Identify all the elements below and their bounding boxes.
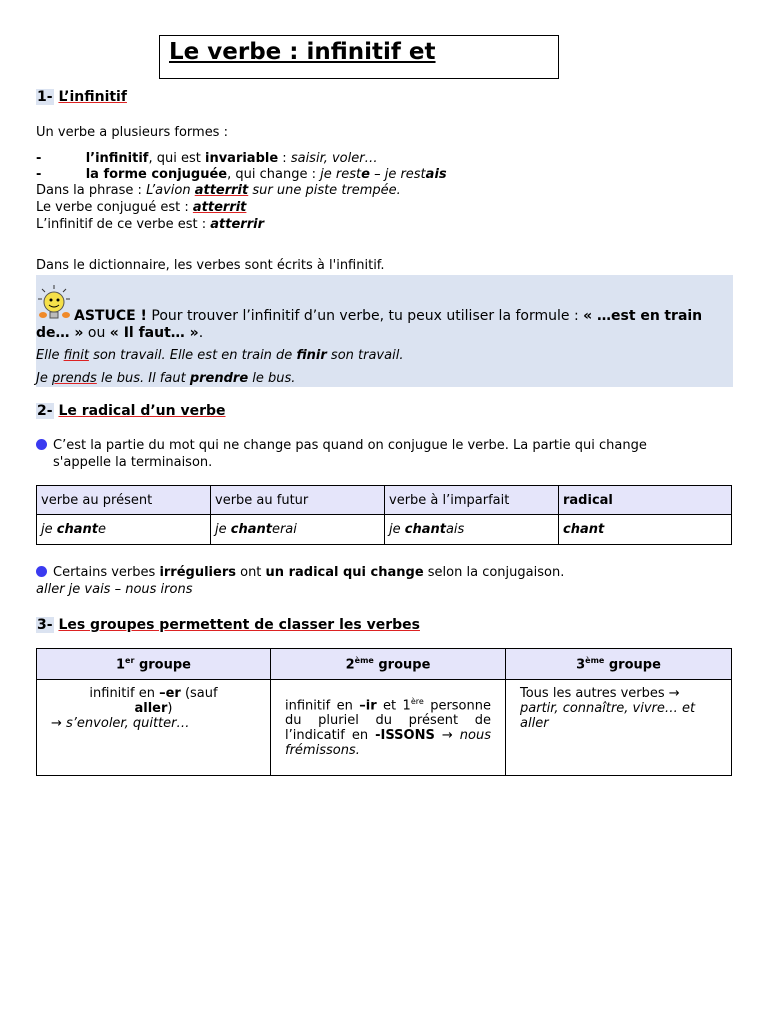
table-header: verbe au futur — [211, 486, 385, 515]
page-title: Le verbe : infinitif et — [169, 39, 436, 65]
table-header: radical — [559, 486, 732, 515]
text: , qui est — [148, 151, 205, 166]
bullet-dot-icon — [36, 566, 47, 577]
bold-term: la forme conjuguée — [85, 167, 228, 182]
table-header-row — [37, 649, 732, 680]
example-ending: ais — [425, 167, 447, 182]
bullet-dot-icon — [36, 439, 47, 450]
section2-title: Le radical d’un verbe — [58, 403, 226, 419]
text: , qui change : — [227, 167, 321, 182]
section2-number: 2- — [37, 403, 53, 419]
inf-line — [36, 217, 264, 232]
intro-text: Un verbe a plusieurs formes : — [36, 125, 228, 140]
text: son travail. — [326, 348, 404, 363]
irregular-example — [36, 582, 192, 597]
bold-term: un radical qui change — [265, 565, 424, 580]
dash: - — [36, 151, 42, 166]
example: saisir, voler… — [290, 151, 378, 166]
text: son travail. Elle est en train de — [88, 348, 297, 363]
astuce-example-1 — [36, 348, 403, 363]
radical-table — [36, 485, 732, 545]
conj-line — [36, 200, 246, 215]
table-header-row — [37, 486, 732, 515]
section1-heading — [36, 89, 127, 105]
group2-cell: infinitif en –ir et 1ère personne du pluriel du présent de l’indicatif en -ISSONS → nous frémissons. — [271, 680, 506, 776]
text: L’avion — [146, 183, 195, 198]
text: selon la conjugaison. — [423, 565, 565, 580]
text: : — [278, 151, 291, 166]
verb: finit — [63, 348, 89, 363]
radical-definition — [36, 438, 647, 453]
table-header: 1er groupe — [37, 649, 271, 680]
text: Je — [36, 371, 52, 386]
example: aller je vais – nous irons — [36, 582, 193, 597]
verb: prends — [51, 371, 97, 386]
verb: atterrit — [192, 200, 247, 215]
text: Certains verbes — [53, 565, 160, 580]
astuce-label: ASTUCE ! — [74, 308, 147, 324]
irregular-line — [36, 565, 564, 580]
bullet-1 — [36, 151, 378, 166]
table-cell: je chantais — [385, 515, 559, 545]
text: Elle — [36, 348, 64, 363]
phrase-line — [36, 183, 401, 198]
verb: atterrir — [210, 217, 264, 232]
formula: « Il faut… » — [109, 325, 199, 341]
bullet-2 — [36, 167, 447, 182]
bold-term: irréguliers — [159, 565, 236, 580]
text: Le verbe conjugué est : — [36, 200, 193, 215]
section3-number: 3- — [37, 617, 53, 633]
group3-cell: Tous les autres verbes → partir, connaître, vivre… et aller — [506, 680, 732, 776]
table-row — [37, 515, 732, 545]
table-header: verbe au présent — [37, 486, 211, 515]
text: Dans la phrase : — [36, 183, 147, 198]
table-cell: je chante — [37, 515, 211, 545]
example: je rest — [320, 167, 362, 182]
section3-heading — [36, 617, 420, 633]
verb: atterrit — [194, 183, 249, 198]
bold-term: invariable — [204, 151, 279, 166]
dash: - — [36, 167, 42, 182]
text: ou — [83, 325, 110, 341]
radical-definition-cont — [53, 455, 212, 470]
text: ont — [235, 565, 266, 580]
table-header: 2ème groupe — [271, 649, 506, 680]
section1-title: L’infinitif — [58, 89, 127, 105]
table-header: verbe à l’imparfait — [385, 486, 559, 515]
text: le bus. — [248, 371, 296, 386]
text: C’est la partie du mot qui ne change pas quand on conjugue le verbe. La partie qui change — [53, 438, 647, 453]
verb: finir — [296, 348, 327, 363]
formula: « …est en — [583, 308, 660, 324]
section3-title: Les groupes permettent de classer les verbes — [58, 617, 420, 633]
intro-line — [36, 125, 228, 140]
formula: train de… » — [36, 308, 703, 341]
example-ending: e — [361, 167, 370, 182]
text: sur une piste trempée. — [248, 183, 401, 198]
text: . — [198, 325, 204, 341]
text: Dans le dictionnaire, les verbes sont écrits à l'infinitif. — [36, 258, 385, 273]
verb: prendre — [189, 371, 249, 386]
astuce-example-2 — [36, 371, 295, 386]
text: L’infinitif de ce verbe est : — [36, 217, 211, 232]
section1-number: 1- — [37, 89, 53, 105]
table-cell: je chanterai — [211, 515, 385, 545]
title-box — [159, 35, 559, 79]
table-cell: chant — [559, 515, 732, 545]
text: le bus. Il faut — [96, 371, 190, 386]
group1-cell: infinitif en –er (sauf aller) → s’envoler, quitter… — [37, 680, 271, 776]
example: – je rest — [369, 167, 426, 182]
groups-table — [36, 648, 732, 776]
text: s'appelle la terminaison. — [53, 455, 213, 470]
bold-term: l’infinitif — [85, 151, 149, 166]
astuce-text — [36, 308, 731, 342]
table-header: 3ème groupe — [506, 649, 732, 680]
table-row — [37, 680, 732, 776]
text: Pour trouver l’infinitif d’un verbe, tu peux utiliser la formule : — [146, 308, 584, 324]
dict-line — [36, 258, 385, 273]
section2-heading — [36, 403, 226, 419]
